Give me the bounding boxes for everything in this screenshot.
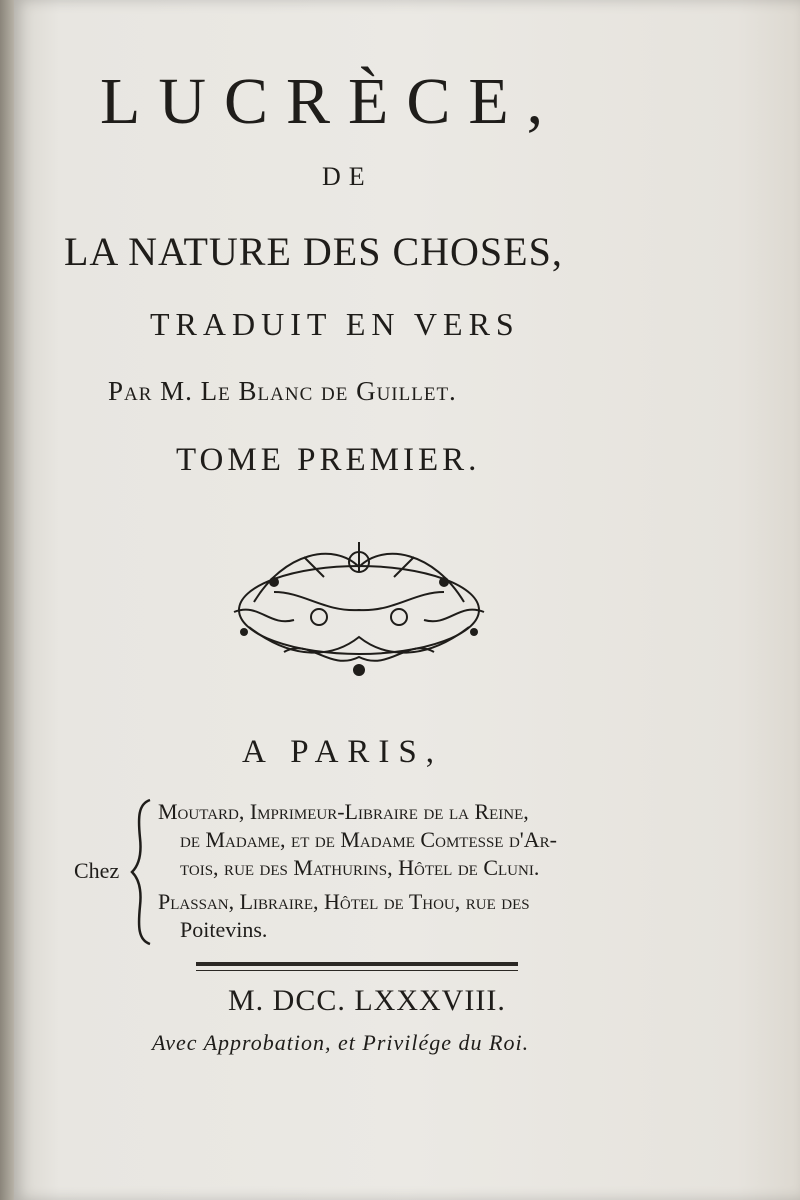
publisher-plassan-line1: Plassan, Libraire, Hôtel de Thou, rue des [158, 889, 530, 914]
translation-note: TRADUIT EN VERS [150, 306, 520, 342]
publication-date: M. DCC. LXXXVIII. [228, 984, 506, 1017]
title-connector: DE [322, 162, 373, 191]
thick-rule [196, 962, 518, 966]
author-line: Par M. Le Blanc de Guillet. [108, 376, 457, 406]
chez-label: Chez [74, 858, 120, 883]
book-title: LUCRÈCE, [100, 65, 562, 138]
curly-brace-icon [128, 798, 156, 946]
thin-rule [196, 970, 518, 971]
privilege-line: Avec Approbation, et Privilége du Roi. [152, 1030, 530, 1055]
publisher-moutard [158, 798, 658, 882]
city-label: A PARIS, [242, 734, 444, 770]
volume-label: TOME PREMIER. [176, 442, 481, 478]
book-subject: LA NATURE DES CHOSES, [64, 229, 563, 274]
book-spine-edge [0, 0, 14, 1200]
publisher-moutard-line1: Moutard, Imprimeur-Libraire de la Reine, [158, 799, 529, 824]
floral-vignette-icon [214, 532, 504, 684]
publisher-moutard-line2: de Madame, et de Madame Comtesse d'Ar- [180, 827, 557, 852]
publisher-plassan [158, 888, 658, 944]
publisher-plassan-line2: Poitevins. [180, 917, 268, 942]
publisher-moutard-line3: tois, rue des Mathurins, Hôtel de Cluni. [180, 855, 540, 880]
